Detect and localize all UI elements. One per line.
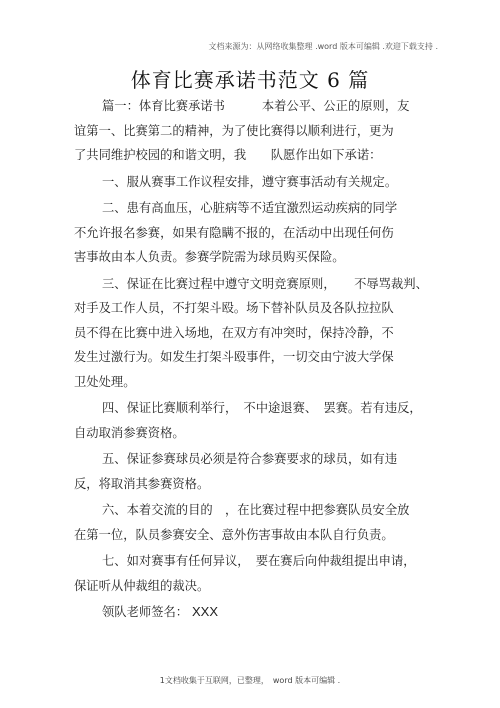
paragraph-line: 害事故由本人负责。参赛学院需为球员购买保险。 <box>74 250 345 264</box>
paragraph-line: 篇一：体育比赛承诺书 本着公平、公正的原则，友 <box>102 99 410 113</box>
signature-line <box>74 600 430 625</box>
paragraph-line: 谊第一、比赛第二的精神，为了使比赛得以顺利进行，更为 <box>74 123 394 138</box>
document-title: 体育比赛承诺书范文 6 篇 <box>130 68 370 92</box>
paragraph-line: 七、如对赛事有任何异议， 要在赛后向仲裁组提出申请， <box>102 554 416 568</box>
paragraph-line: 一、服从赛事工作议程安排，遵守赛事活动有关规定。 <box>102 174 398 189</box>
paragraph-line: 六、本着交流的目的 ，在比赛过程中把参赛队员安全放 <box>102 503 410 517</box>
paragraph-line: 自动取消参赛资格。 <box>74 425 185 440</box>
paragraph-line: 发生过激行为。如发生打架斗殴事件，一切交由宁波大学保 <box>74 350 394 364</box>
signature-label: 领队老师签名： <box>102 605 189 619</box>
paragraph-line: 在第一位，队员参赛安全、意外伤害事故由本队自行负责。 <box>74 527 394 542</box>
footer-note: 1文档收集于互联网，已整理， word 版本可编辑 . <box>159 676 341 685</box>
paragraph-line: 二、患有高血压，心脏病等不适宜激烈运动疾病的同学 <box>102 201 398 215</box>
signature-name: XXX <box>192 604 219 619</box>
paragraph-line: 三、保证在比赛过程中遵守文明竞赛原则， 不辱骂裁判、 <box>102 276 428 291</box>
paragraph-line: 员不得在比赛中进入场地，在双方有冲突时，保持冷静，不 <box>74 325 394 340</box>
paragraph-line: 四、保证比赛顺利举行， 不中途退赛、 罢赛。若有违反， <box>102 401 422 415</box>
paragraph-line: 五、保证参赛球员必须是符合参赛要求的球员，如有违 <box>102 452 398 466</box>
paragraph-line: 对手及工作人员，不打架斗殴。场下替补队员及各队拉拉队 <box>74 301 394 315</box>
paragraph-line: 卫处处理。 <box>74 374 136 389</box>
header-source-note: 文档来源为：从网络收集整理 .word 版本可编辑 .欢迎下载支持 . <box>208 42 438 51</box>
paragraph-line: 了共同维护校园的和谐文明，我 队愿作出如下承诺： <box>74 148 382 162</box>
paragraph-line: 不允许报名参赛，如果有隐瞒不报的，在活动中出现任何伤 <box>74 225 394 240</box>
document-body <box>74 94 430 625</box>
paragraph-line: 保证听从仲裁组的裁决。 <box>74 578 210 593</box>
paragraph-line: 反，将取消其参赛资格。 <box>74 476 210 491</box>
